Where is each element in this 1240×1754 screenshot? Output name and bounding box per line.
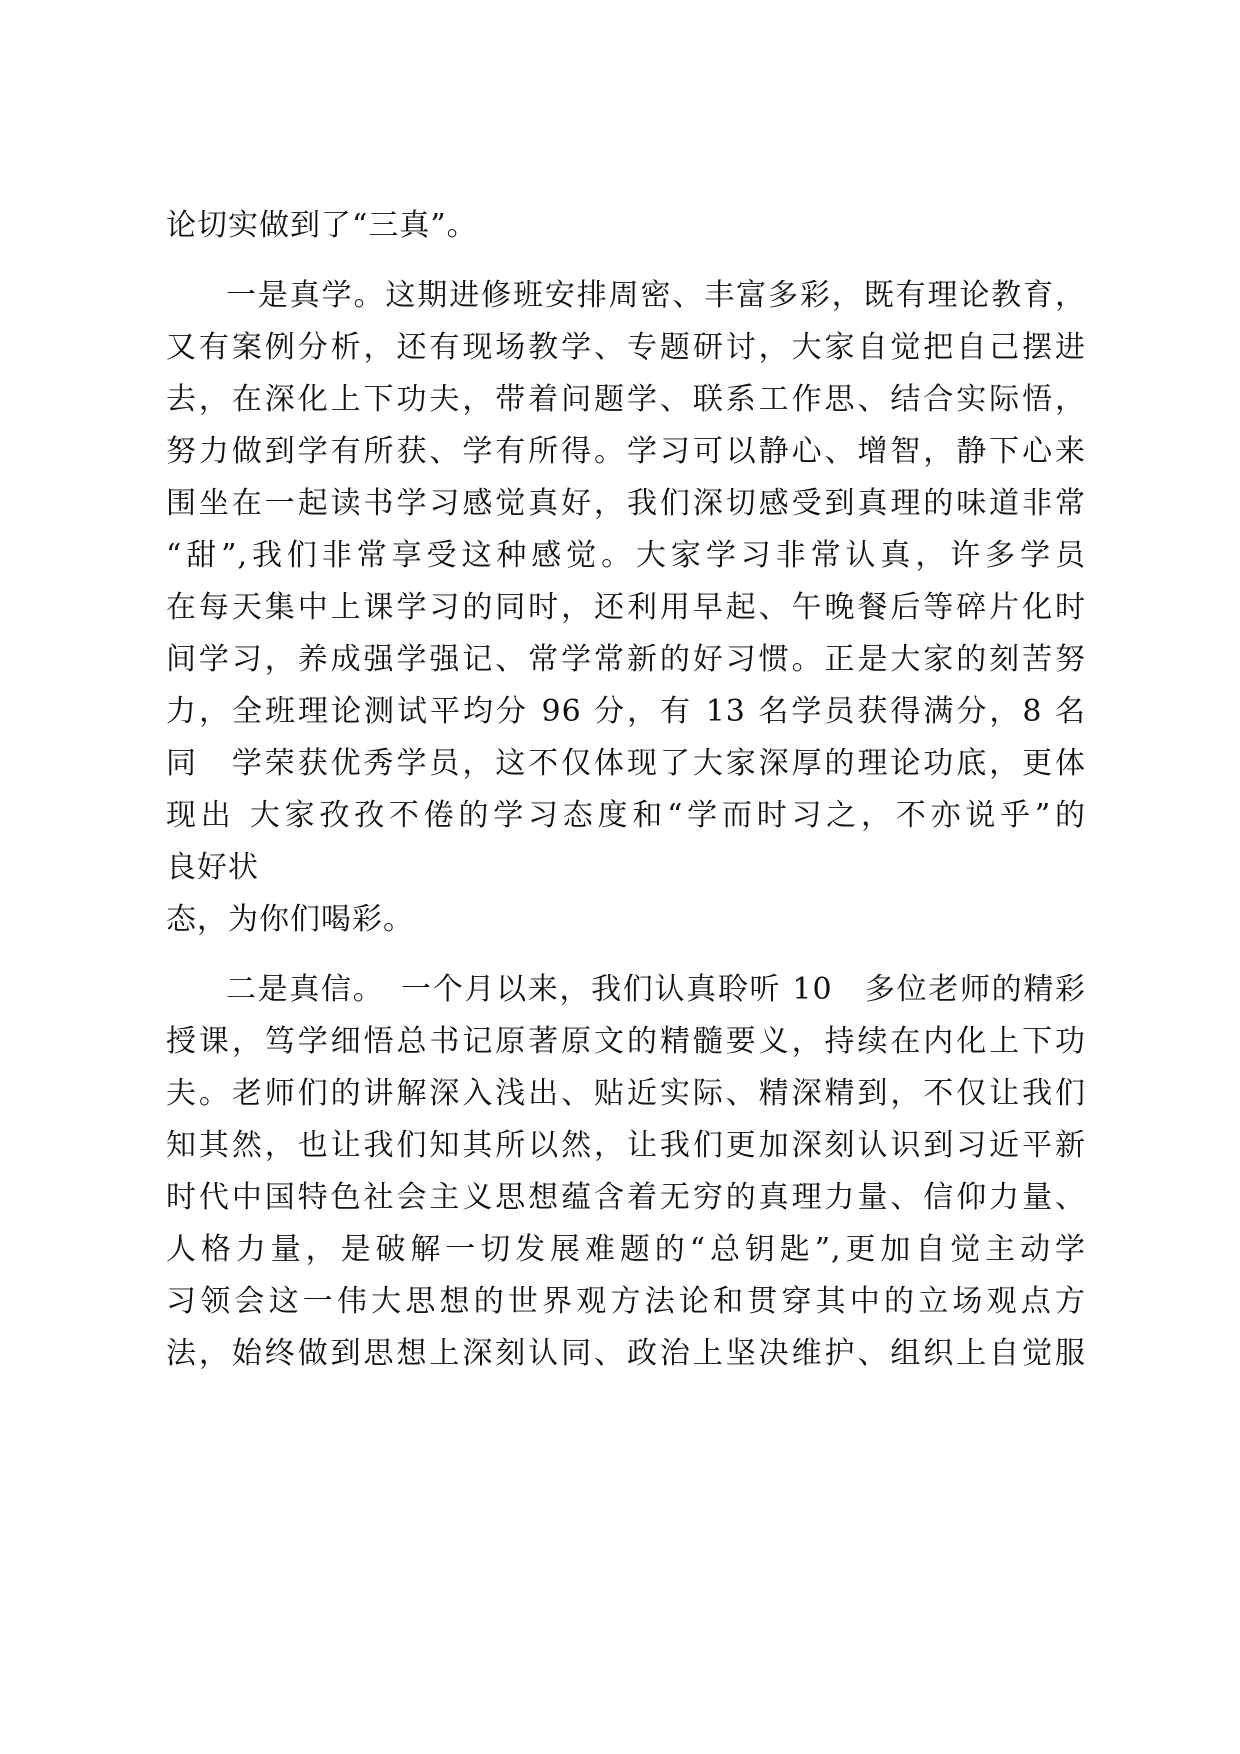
paragraph-line: “甜”,我们非常享受这种感觉。大家学习非常认真，许多学员 <box>166 538 1086 573</box>
paragraph-line: 习领会这一伟大思想的世界观方法论和贯穿其中的立场观点方 <box>166 1284 1086 1319</box>
paragraph-line: 二是真信。 一个月以来，我们认真聆听 10 多位老师的精彩 <box>226 972 1086 1007</box>
paragraph-line: 现出 大家孜孜不倦的学习态度和“学而时习之，不亦说乎”的 <box>166 798 1086 833</box>
paragraph-line: 法，始终做到思想上深刻认同、政治上坚决维护、组织上自觉服 <box>166 1336 1086 1371</box>
paragraph-line: 间学习，养成强学强记、常学常新的好习惯。正是大家的刻苦努 <box>166 642 1086 677</box>
paragraph-line: 良好状 <box>166 850 259 885</box>
paragraph-line: 去，在深化上下功夫，带着问题学、联系工作思、结合实际悟， <box>166 382 1086 417</box>
paragraph-line: 围坐在一起读书学习感觉真好，我们深切感受到真理的味道非常 <box>166 486 1086 521</box>
paragraph-line: 时代中国特色社会主义思想蕴含着无穷的真理力量、信仰力量、 <box>166 1180 1086 1215</box>
paragraph-line: 知其然，也让我们知其所以然，让我们更加深刻认识到习近平新 <box>166 1128 1086 1163</box>
paragraph-line: 态，为你们喝彩。 <box>166 902 414 937</box>
paragraph-line: 又有案例分析，还有现场教学、专题研讨，大家自觉把自己摆进 <box>166 330 1086 365</box>
paragraph-line: 努力做到学有所获、学有所得。学习可以静心、增智，静下心来 <box>166 434 1086 469</box>
paragraph-line: 一是真学。这期进修班安排周密、丰富多彩，既有理论教育， <box>226 278 1086 313</box>
paragraph-line: 在每天集中上课学习的同时，还利用早起、午晚餐后等碎片化时 <box>166 590 1086 625</box>
paragraph-line: 夫。老师们的讲解深入浅出、贴近实际、精深精到，不仅让我们 <box>166 1076 1086 1111</box>
paragraph-line: 授课，笃学细悟总书记原著原文的精髓要义，持续在内化上下功 <box>166 1024 1086 1059</box>
document-body <box>166 200 1086 1380</box>
paragraph-line: 人格力量，是破解一切发展难题的“总钥匙”,更加自觉主动学 <box>166 1232 1086 1267</box>
paragraph-line: 力，全班理论测试平均分 96 分，有 13 名学员获得满分，8 名 <box>166 694 1086 729</box>
paragraph-line: 同 学荣获优秀学员，这不仅体现了大家深厚的理论功底，更体 <box>166 746 1086 781</box>
text-line: 论切实做到了“三真”。 <box>166 208 478 243</box>
